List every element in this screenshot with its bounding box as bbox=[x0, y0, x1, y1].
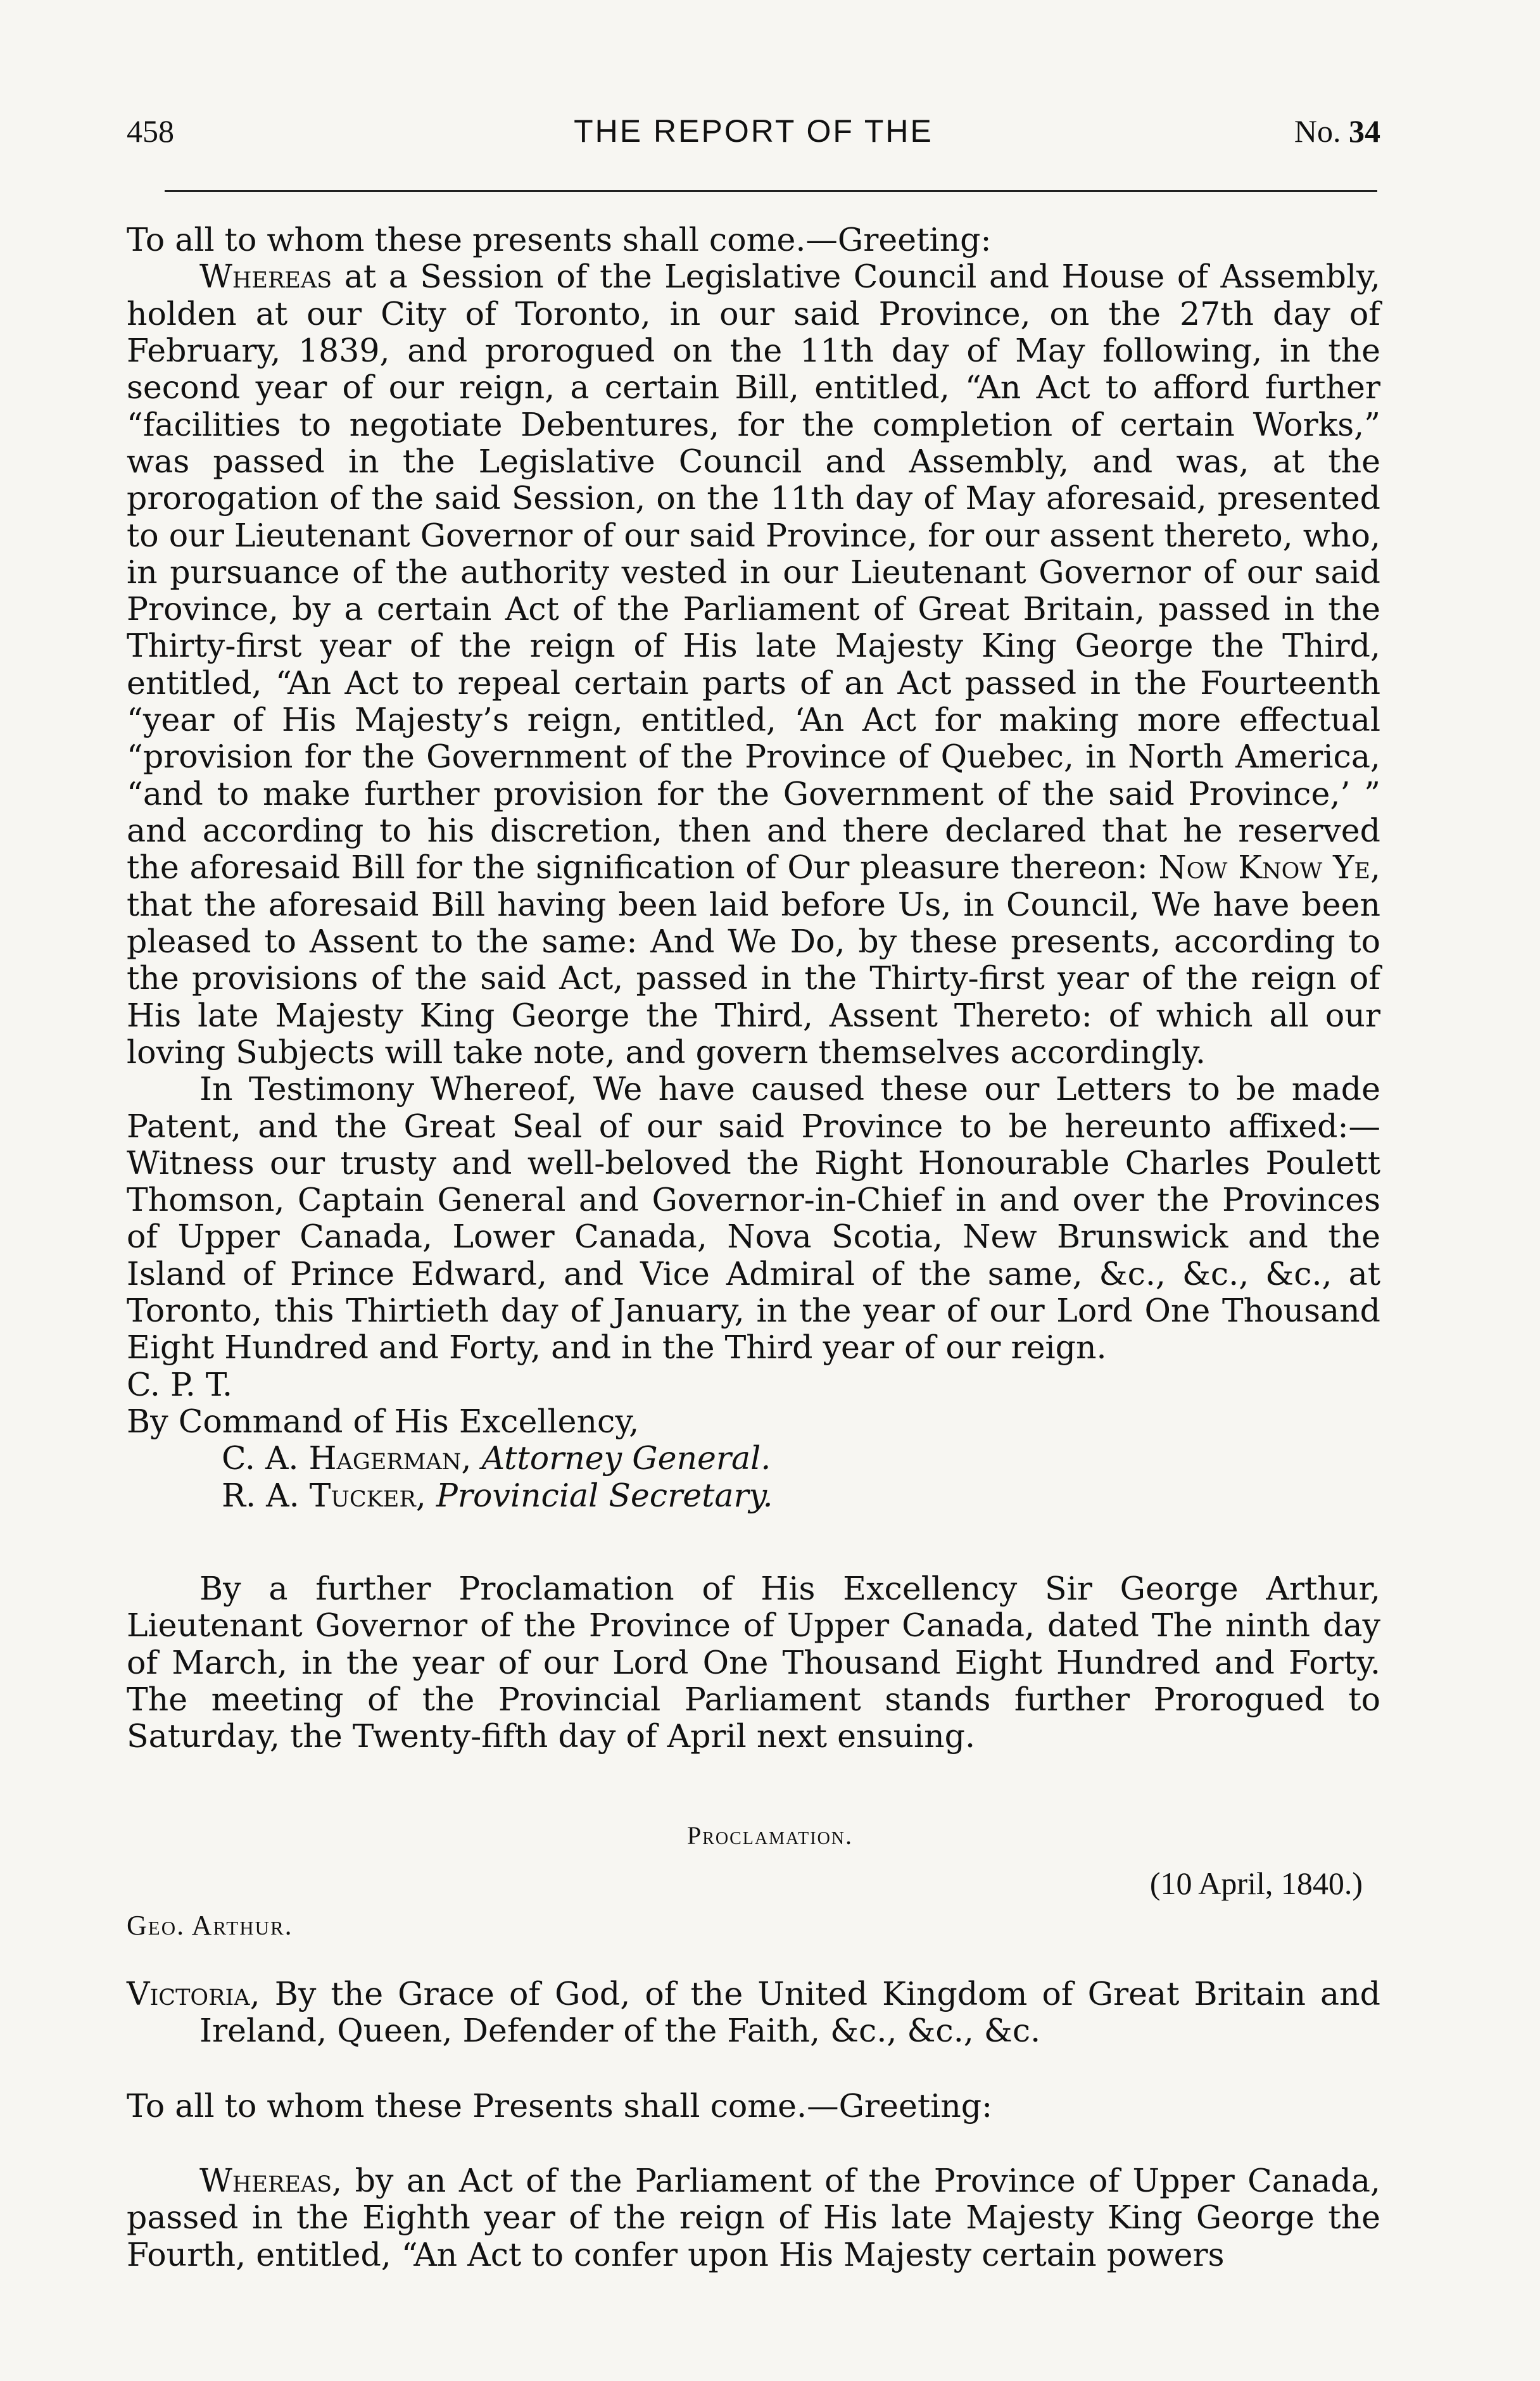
proclamation-body bbox=[127, 1976, 1380, 2273]
victoria-body: By the Grace of God, of the United Kingdom of Great Britain and Ireland, Queen, Defender of the Faith, &c., &c., &c. bbox=[199, 1975, 1380, 2050]
proclamation-heading: Proclamation. bbox=[686, 1821, 854, 1850]
command-line: By Command of His Excellency, bbox=[127, 1403, 640, 1440]
further-proclamation-paragraph: By a further Proclamation of His Excellency Sir George Arthur, Lieutenant Governor of the Province of Upper Canada, dated The ninth day of March, in the year of our Lord One Thousand Eight Hundred and Forty. The meeting of the Provincial Parliament stands further Prorogued to Saturday, the Twenty-fifth day of April next ensuing. bbox=[127, 1570, 1380, 1755]
signer-name: R. A. Tucker, bbox=[222, 1476, 426, 1514]
testimony-paragraph: In Testimony Whereof, We have caused these our Letters to be made Patent, and the Great Seal of our said Province to be hereunto affixed:— Witness our trusty and well-beloved the Right Honourable Charles Poulett Thomson, Captain General and Governor-in-Chief in and over the Provinces of Upper Canada, Lower Canada, Nova Scotia, New Brunswick and the Island of Prince Edward, and Vice Admiral of the same, &c., &c., &c., at Toronto, this Thirtieth day of January, in the year of our Lord One Thousand Eight Hundred and Forty, and in the Third year of our reign. bbox=[127, 1070, 1380, 1367]
whereas-lead: Whereas bbox=[199, 258, 332, 296]
signer-title: Provincial Secretary. bbox=[436, 1476, 773, 1514]
signer-1 bbox=[127, 1440, 1380, 1477]
signer-2 bbox=[127, 1477, 1380, 1514]
page-number: 458 bbox=[127, 113, 174, 149]
issue-number bbox=[1294, 113, 1380, 149]
signer-title: Attorney General. bbox=[481, 1439, 771, 1477]
proclamation-date: (10 April, 1840.) bbox=[1149, 1866, 1363, 1901]
whereas-body: by an Act of the Parliament of the Province of Upper Canada, passed in the Eighth year of the reign of His late Majesty King George the Fourth, entitled, “An Act to confer upon His Majesty certain powers bbox=[127, 2161, 1380, 2273]
now-know-ye: Now Know Ye, bbox=[1158, 849, 1381, 887]
whereas-body: at a Session of the Legislative Council and House of Assembly, holden at our City of Toronto, in our said Province, on the 27th day of February, 1839, and prorogued on the 11th day of May following, in the second year of our reign, a certain Bill, entitled, “An Act to afford further “facilities to negotiate Debentures, for the completion of certain Works,” was passed in the Legislative Council and Assembly, and was, at the prorogation of the said Session, on the 11th day of May aforesaid, presented to our Lieutenant Governor of our said Province, for our assent thereto, who, in pursuance of the authority vested in our Lieutenant Governor of our said Province, by a certain Act of the Parliament of Great Britain, passed in the Thirty-first year of the reign of His late Majesty King George the Third, entitled, “An Act to repeal certain parts of an Act passed in the Fourteenth “year of His Majesty’s reign, entitled, ‘An Act for making more effectual “provision for the Government of the Province of Quebec, in North America, “and to make further provision for the Government of the said Province,’ ” and according to his discretion, then and there declared that he reserved the aforesaid Bill for the signification of Our pleasure thereon: bbox=[127, 258, 1380, 887]
issue-label: No. bbox=[1294, 113, 1341, 149]
victoria-paragraph bbox=[127, 1976, 1380, 2050]
letters-patent bbox=[127, 222, 1380, 1514]
victoria-lead: Victoria, bbox=[127, 1975, 260, 2012]
initials-signature: C. P. T. bbox=[127, 1365, 233, 1403]
issue-value: 34 bbox=[1349, 113, 1380, 149]
greeting-line: To all to whom these presents shall come.—Greeting: bbox=[127, 221, 992, 258]
proclamation-greeting: To all to whom these Presents shall come.—Greeting: bbox=[127, 2087, 993, 2125]
whereas-lead: Whereas, bbox=[199, 2161, 343, 2199]
whereas-paragraph bbox=[127, 258, 1380, 1071]
assent-body: that the aforesaid Bill having been laid before Us, in Council, We have been pleased to Assent to the same: And We Do, by these presents, according to the provisions of the said Act, passed in the Thirty-first year of the reign of His late Majesty King George the Third, Assent Thereto: of which all our loving Subjects will take note, and govern themselves accordingly. bbox=[127, 885, 1380, 1071]
further-proclamation bbox=[127, 1570, 1380, 1755]
proclamation-whereas bbox=[127, 2163, 1380, 2273]
signer-name: C. A. Hagerman, bbox=[222, 1439, 472, 1477]
proclamation-signature: Geo. Arthur. bbox=[127, 1910, 293, 1941]
running-title: THE REPORT OF THE bbox=[574, 113, 933, 149]
header-rule bbox=[165, 190, 1377, 192]
page-header bbox=[127, 113, 1380, 157]
